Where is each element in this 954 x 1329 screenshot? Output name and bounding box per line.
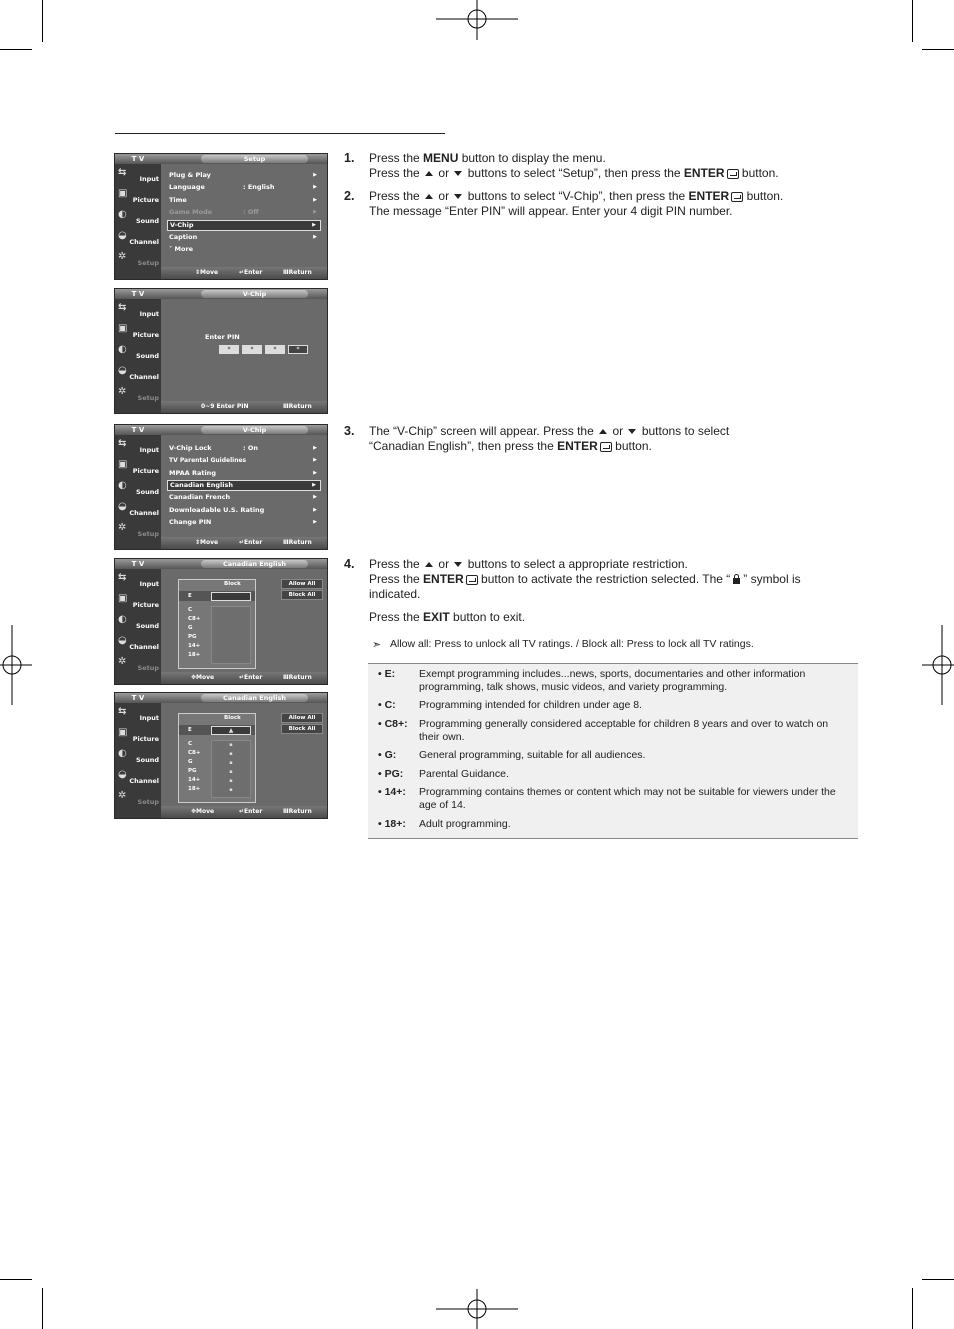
step-text: Press the MENU button to display the menu. Press the or buttons to select “Setup”, then press the ENTER button. [369,151,779,180]
tv-label: T V [131,155,145,163]
tv-screen-canadian-english-locked [114,692,328,819]
block-column-header: Block [224,581,241,587]
footer-move: ✥Move [191,808,215,815]
pin-prompt: Enter PIN [205,333,240,341]
menu-item[interactable]: Downloadable U.S. Rating ▶ [169,506,317,514]
footer-move: ⇕Move [195,269,219,276]
down-arrow-icon [454,562,462,567]
screen-title: V-Chip [201,426,308,434]
block-all-button[interactable]: Block All [281,590,323,600]
step-4 [344,557,854,627]
arrow-right-icon: ▶ [313,209,317,215]
arrow-right-icon: ▶ [313,457,317,463]
rating-label: G [188,759,193,765]
rating-label: PG [188,768,197,774]
sound-icon: ◐ [118,748,127,759]
block-column[interactable] [211,606,251,664]
footer-return: ⅢReturn [283,674,312,681]
screen-title: Canadian English [201,560,308,568]
pin-digit-active[interactable]: * [288,345,308,354]
arrow-right-icon: ▶ [313,184,317,190]
down-arrow-icon [454,194,462,199]
screen-footer [161,267,327,279]
pin-digit[interactable]: * [219,345,239,354]
rating-label: C8+ [188,750,201,756]
input-icon: ⇆ [118,302,127,313]
arrow-right-icon: ▶ [313,519,317,525]
menu-item[interactable]: Canadian French ▶ [169,493,317,501]
menu-item[interactable]: Time ▶ [169,196,317,204]
step-text: The “V-Chip” screen will appear. Press the or buttons to select “Canadian English”, then press the ENTER button. [369,424,730,453]
input-icon: ⇆ [118,706,127,717]
down-arrow-icon [628,429,636,434]
pin-digit[interactable]: * [265,345,285,354]
channel-icon: ◒ [118,501,127,512]
menu-item[interactable]: MPAA Rating ▶ [169,469,317,477]
sidebar-item-setup[interactable]: ✲ Setup [118,386,159,402]
arrow-right-icon: ▶ [313,445,317,451]
setup-icon: ✲ [118,522,127,533]
sidebar-item-sound[interactable]: ◐ Sound [118,748,159,764]
rating-panel [161,569,327,672]
rating-label: C8+ [188,616,201,622]
note-arrow-icon: ➣ [372,639,382,651]
arrow-right-icon: ▶ [313,172,317,178]
rating-label: 18+ [188,786,201,792]
step-1 [344,151,854,183]
screen-footer [161,672,327,684]
rating-label: G [188,625,193,631]
footer-return: ⅢReturn [283,539,312,546]
footer-enter: ↵Enter [239,674,263,681]
input-icon: ⇆ [118,438,127,449]
block-column-header: Block [224,715,241,721]
menu-item[interactable]: Change PIN ▶ [169,518,317,526]
menu-item[interactable]: Caption ▶ [169,233,317,241]
arrow-right-icon: ▶ [313,494,317,500]
enter-icon [600,442,612,452]
step-3 [344,424,854,456]
block-all-button[interactable]: Block All [281,724,323,734]
screen-footer [161,401,327,413]
menu-item-more[interactable]: ˅ More [169,245,194,253]
screen-title: V-Chip [201,290,308,298]
down-arrow-icon [454,171,462,176]
crop-mark [922,1279,954,1280]
tv-screen-canadian-english [114,558,328,685]
input-icon: ⇆ [118,572,127,583]
tv-label: T V [131,290,145,298]
sidebar-item-sound[interactable]: ◐ Sound [118,344,159,360]
sidebar-item-sound[interactable]: ◐ Sound [118,480,159,496]
sidebar [115,164,161,279]
step-number: 2. [344,189,355,203]
tv-label: T V [131,694,145,702]
picture-icon: ▣ [118,323,128,334]
step-number: 4. [344,557,355,571]
sidebar-item-picture[interactable]: ▣ Picture [118,188,159,204]
menu-item[interactable]: Language : English ▶ [169,183,317,191]
sidebar [115,299,161,413]
arrow-right-icon: ▶ [312,482,316,488]
footer-move: ✥Move [191,674,215,681]
sidebar-item-setup[interactable]: ✲ Setup [118,522,159,538]
crop-mark [42,1288,43,1329]
menu-item[interactable]: V-Chip Lock : On ▶ [169,444,317,452]
sound-icon: ◐ [118,344,127,355]
footer-enter: ↵Enter [239,808,263,815]
pin-panel [161,299,327,401]
menu-item-selected[interactable]: V-Chip ▶ [167,220,321,231]
enter-icon [466,575,478,585]
footer-return: ⅢReturn [283,269,312,276]
step-2 [344,189,854,221]
header-rule [115,133,445,134]
sidebar-item-picture[interactable]: ▣ Picture [118,593,159,609]
step-text: Press the or buttons to select “V-Chip”, then press the ENTER button. The message “Enter PIN” will appear. Enter your 4 digit PIN number. [369,189,784,218]
sidebar-item-input[interactable]: ⇆ Input [118,438,159,454]
setup-icon: ✲ [118,251,127,262]
up-arrow-icon [425,194,433,199]
footer-enter: ↵Enter [239,269,263,276]
footer-return: ⅢReturn [283,808,312,815]
crop-mark [0,1279,32,1280]
picture-icon: ▣ [118,459,128,470]
sidebar-item-input[interactable]: ⇆ Input [118,572,159,588]
footer-enter-pin: 0~9 Enter PIN [201,403,249,410]
sidebar-item-channel[interactable]: ◒ Channel [118,501,159,517]
arrow-right-icon: ▶ [312,222,316,228]
registration-mark [436,1289,518,1329]
rating-label: 14+ [188,777,201,783]
block-column-locked[interactable]: ▪ ▪ ▪ ▪ ▪ ▪ [211,740,251,798]
crop-mark [0,49,32,50]
rating-label: C [188,607,193,613]
tv-screen-setup [114,153,328,280]
sidebar-item-setup[interactable]: ✲ Setup [118,251,159,267]
note-text: Allow all: Press to unlock all TV ratings. / Block all: Press to lock all TV ratings. [390,638,754,650]
channel-icon: ◒ [118,635,127,646]
crop-mark [922,49,954,50]
setup-icon: ✲ [118,790,127,801]
sidebar-item-picture[interactable]: ▣ Picture [118,323,159,339]
step-number: 1. [344,151,355,165]
rating-label: C [188,741,193,747]
rating-table [178,713,256,803]
up-arrow-icon [599,429,607,434]
lock-icon[interactable]: ▲ [211,726,251,735]
sidebar-item-input[interactable]: ⇆ Input [118,706,159,722]
sound-icon: ◐ [118,209,127,220]
crop-mark [912,0,913,42]
rating-panel [161,703,327,806]
tv-label: T V [131,560,145,568]
picture-icon: ▣ [118,188,128,199]
sound-icon: ◐ [118,614,127,625]
up-arrow-icon [425,171,433,176]
rating-row-e[interactable]: E [179,591,255,601]
tv-label: T V [131,426,145,434]
sidebar [115,569,161,684]
rating-label: 18+ [188,652,201,658]
sidebar-item-input[interactable]: ⇆ Input [118,302,159,318]
footer-return: ⅢReturn [283,403,312,410]
sidebar-item-channel[interactable]: ◒ Channel [118,230,159,246]
input-icon: ⇆ [118,167,127,178]
footer-enter: ↵Enter [239,539,263,546]
allow-all-button[interactable]: Allow All [281,579,323,589]
sidebar-item-sound[interactable]: ◐ Sound [118,209,159,225]
rating-label: PG [188,634,197,640]
footer-move: ⇕Move [195,539,219,546]
arrow-right-icon: ▶ [313,507,317,513]
tv-screen-vchip-menu [114,424,328,550]
registration-mark [436,0,518,40]
channel-icon: ◒ [118,365,127,376]
crop-mark [42,0,43,42]
rating-label: 14+ [188,643,201,649]
ratings-table: • E: Exempt programming includes...news, sports, documentaries and other information programming, talk shows, music videos, and variety programming. • C: Programming intended for children under age 8. • C8+: Programming generally considered acceptable for children 8 years and over to watch on their own. • G: General programming, suitable for all audiences. • PG: Parental Guidance. • 14+: Programming contains themes or content which may not be suitable for viewers under the age of 14. • 18+: Adult programming. [368,663,858,839]
screen-footer [161,537,327,549]
sidebar-item-channel[interactable]: ◒ Channel [118,635,159,651]
setup-icon: ✲ [118,656,127,667]
setup-icon: ✲ [118,386,127,397]
channel-icon: ◒ [118,769,127,780]
lock-icon [733,578,740,584]
menu-item[interactable]: TV Parental Guidelines ▶ [169,457,317,464]
up-arrow-icon [425,562,433,567]
enter-icon [731,192,743,202]
menu-panel [161,435,327,537]
crop-mark [912,1288,913,1329]
screen-footer [161,806,327,818]
sidebar-item-input[interactable]: ⇆ Input [118,167,159,183]
sidebar-item-picture[interactable]: ▣ Picture [118,459,159,475]
screen-title: Setup [201,155,308,163]
registration-mark [922,625,954,705]
rating-row-e[interactable]: E ▲ [179,725,255,735]
sidebar [115,703,161,818]
picture-icon: ▣ [118,727,128,738]
sidebar-item-picture[interactable]: ▣ Picture [118,727,159,743]
enter-icon [727,169,739,179]
rating-table [178,579,256,669]
step-text: Press the or buttons to select a appropriate restriction. Press the ENTER button to activate the restriction selected. The “ ” symbol is indicated. Press the EXIT button to exit. [369,557,801,624]
sidebar-item-setup[interactable]: ✲ Setup [118,790,159,806]
sidebar [115,435,161,549]
sidebar-item-channel[interactable]: ◒ Channel [118,769,159,785]
menu-item-selected[interactable]: Canadian English ▶ [167,480,321,491]
picture-icon: ▣ [118,593,128,604]
arrow-right-icon: ▶ [313,234,317,240]
sidebar-item-setup[interactable]: ✲ Setup [118,656,159,672]
block-cell[interactable] [211,592,251,601]
menu-item[interactable]: Game Mode : Off ▶ [169,208,317,216]
registration-mark [0,625,32,705]
sidebar-item-channel[interactable]: ◒ Channel [118,365,159,381]
channel-icon: ◒ [118,230,127,241]
sound-icon: ◐ [118,480,127,491]
arrow-right-icon: ▶ [313,197,317,203]
screen-title: Canadian English [201,694,308,702]
allow-all-button[interactable]: Allow All [281,713,323,723]
menu-panel [161,164,327,267]
arrow-right-icon: ▶ [313,470,317,476]
tv-screen-vchip-pin [114,288,328,414]
chevron-down-icon: ˅ [169,245,175,253]
menu-item[interactable]: Plug & Play ▶ [169,171,317,179]
step-number: 3. [344,424,355,438]
sidebar-item-sound[interactable]: ◐ Sound [118,614,159,630]
pin-digit[interactable]: * [242,345,262,354]
